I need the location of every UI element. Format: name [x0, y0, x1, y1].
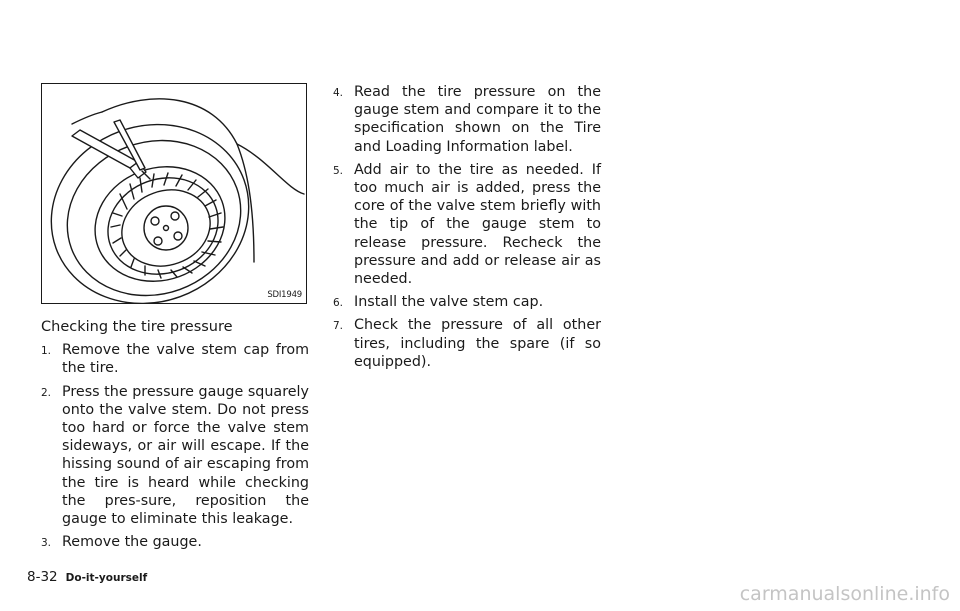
step-number: 6.: [333, 297, 344, 310]
steps-list-left: [41, 341, 309, 551]
list-item: [41, 383, 309, 529]
step-text: Add air to the tire as needed. If too much air is added, press the core of the valve stem briefly with the tip of the gauge stem to release pressure. Recheck the pressure and add or release air as needed.: [354, 161, 601, 288]
list-item: [41, 533, 309, 551]
step-number: 1.: [41, 345, 52, 358]
tire-pressure-illustration: [41, 83, 307, 304]
right-column: [333, 83, 601, 376]
tire-gauge-drawing: [42, 84, 306, 303]
steps-list-right: [333, 83, 601, 371]
step-text: Read the tire pressure on the gauge stem and compare it to the specification shown on the Tire and Loading Information label.: [354, 84, 601, 155]
left-column: [41, 318, 309, 556]
section-name: Do-it-yourself: [65, 572, 148, 584]
section-heading: Checking the tire pressure: [41, 319, 233, 335]
step-text: Remove the gauge.: [62, 534, 202, 551]
step-number: 2.: [41, 386, 52, 399]
page-number: 8-32: [27, 569, 58, 585]
list-item: [333, 293, 601, 311]
list-item: [333, 83, 601, 156]
step-number: 5.: [333, 164, 344, 177]
watermark: carmanualsonline.info: [739, 583, 950, 605]
step-number: 4.: [333, 87, 344, 99]
step-number: 7.: [333, 320, 344, 333]
figure-code: SDI1949: [267, 290, 302, 300]
step-text: Install the valve stem cap.: [354, 294, 544, 311]
list-item: [41, 341, 309, 377]
page-footer: [27, 569, 147, 585]
step-text: Remove the valve stem cap from the tire.: [62, 342, 309, 377]
step-text: Check the pressure of all other tires, including the spare (if so equipped).: [354, 317, 601, 370]
step-number: 3.: [41, 537, 52, 550]
list-item: [333, 316, 601, 371]
list-item: [333, 161, 601, 288]
step-text: Press the pressure gauge squarely onto the valve stem. Do not press too hard or force the valve stem sideways, or air will escape. If the hissing sound of air escaping from the tire is heard while checking the pres-sure, reposition the gauge to eliminate this leakage.: [62, 383, 309, 528]
